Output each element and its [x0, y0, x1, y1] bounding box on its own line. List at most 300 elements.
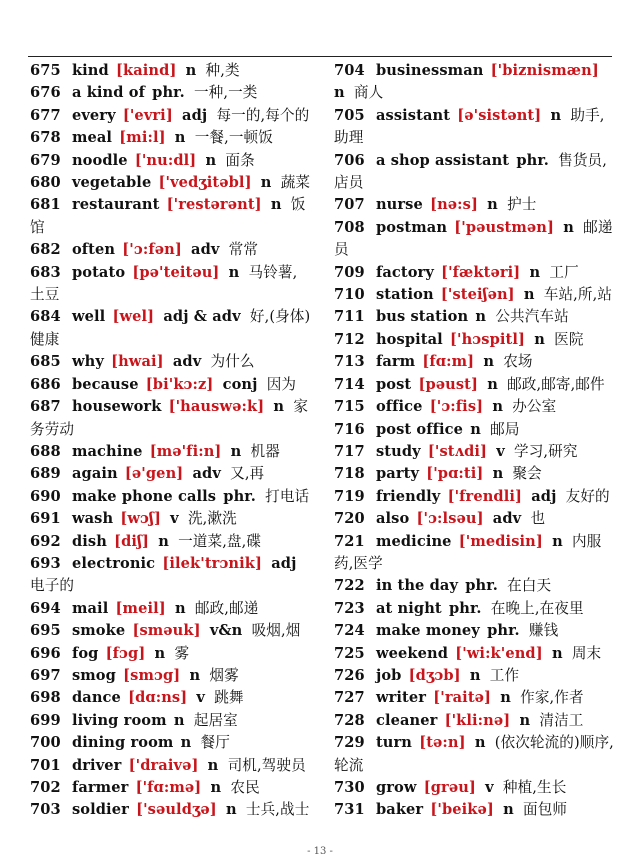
- entry-part-of-speech: n: [563, 218, 574, 236]
- entry-part-of-speech: n: [500, 689, 511, 707]
- entry-meaning: 邮局: [490, 420, 520, 438]
- entry-part-of-speech: n: [207, 756, 219, 774]
- vocab-entry: [30, 172, 312, 194]
- vocab-entry: [30, 441, 312, 463]
- entry-number: 711: [334, 308, 365, 326]
- vocab-entry: [30, 687, 312, 709]
- vocab-column-right: [334, 60, 616, 822]
- entry-phonetic: ['biznismæn]: [490, 62, 599, 79]
- entry-phonetic: ['vedʒitəbl]: [158, 174, 252, 192]
- vocab-entry: [30, 777, 312, 799]
- entry-part-of-speech: v: [496, 442, 505, 460]
- entry-part-of-speech: n: [470, 420, 481, 438]
- entry-part-of-speech: n: [210, 779, 222, 796]
- entry-phonetic: [hwai]: [111, 353, 164, 371]
- entry-part-of-speech: n: [487, 196, 498, 214]
- entry-part-of-speech: adv: [172, 353, 202, 371]
- entry-part-of-speech: conj: [222, 375, 258, 393]
- entry-phonetic: [mə'fi:n]: [149, 442, 222, 460]
- entry-number: 697: [30, 666, 61, 684]
- entry-part-of-speech: v: [485, 779, 494, 796]
- entry-phonetic: [wɔʃ]: [120, 510, 161, 528]
- vocab-entry: [30, 665, 312, 687]
- entry-part-of-speech: n: [185, 62, 197, 79]
- entry-phonetic: [tə:n]: [419, 734, 466, 752]
- entry-meaning: (依次轮流的)顺序,轮流: [334, 734, 614, 774]
- entry-phonetic: [nə:s]: [430, 196, 478, 214]
- vocab-entry: [30, 194, 312, 239]
- entry-word: friendly: [375, 487, 441, 505]
- entry-meaning: 邮政,邮递: [194, 599, 259, 617]
- vocab-entry: [334, 508, 616, 530]
- entry-number: 699: [30, 711, 61, 729]
- entry-phonetic: ['fæktəri]: [441, 263, 521, 281]
- entry-phonetic: [pəust]: [418, 375, 479, 393]
- vocab-entry: [30, 105, 312, 127]
- entry-number: 696: [30, 644, 61, 662]
- entry-number: 688: [30, 442, 61, 460]
- entry-part-of-speech: n: [523, 286, 535, 304]
- entry-meaning: 护士: [507, 196, 537, 214]
- entry-word: grow: [375, 779, 417, 796]
- entry-part-of-speech: adv: [191, 241, 220, 259]
- header-rule: [28, 56, 612, 57]
- entry-number: 712: [334, 330, 365, 348]
- vocab-entry: [334, 777, 616, 799]
- entry-meaning: 商人: [353, 84, 384, 102]
- entry-phonetic: [dɑ:ns]: [128, 689, 188, 707]
- entry-meaning: 好,(身体)健康: [30, 308, 311, 348]
- entry-word: medicine: [375, 532, 452, 550]
- entry-meaning: 助手,助理: [334, 106, 605, 147]
- entry-number: 678: [30, 129, 61, 147]
- entry-phonetic: [dʒɔb]: [408, 666, 461, 684]
- vocab-entry: [334, 441, 616, 463]
- entry-word: fog: [71, 644, 99, 662]
- vocab-entry: [334, 396, 616, 418]
- entry-number: 694: [30, 599, 61, 617]
- entry-word: postman: [375, 218, 448, 236]
- vocab-entry: [334, 374, 616, 396]
- entry-part-of-speech: n: [158, 532, 169, 550]
- entry-phonetic: [kaind]: [116, 62, 177, 79]
- entry-number: 690: [30, 487, 61, 505]
- entry-number: 707: [334, 196, 365, 214]
- entry-word: again: [71, 465, 118, 483]
- entry-phonetic: [ilek'trɔnik]: [162, 554, 263, 572]
- entry-number: 677: [30, 106, 61, 124]
- vocab-entry: [30, 150, 312, 172]
- vocab-entry: [30, 306, 312, 351]
- entry-part-of-speech: n: [551, 644, 563, 662]
- entry-phonetic: ['stʌdi]: [427, 442, 488, 460]
- entry-number: 727: [334, 689, 365, 707]
- entry-part-of-speech: adv: [492, 510, 522, 528]
- entry-phonetic: [bi'kɔ:z]: [145, 375, 214, 393]
- entry-phonetic: ['frendli]: [447, 487, 523, 505]
- entry-part-of-speech: n: [180, 734, 192, 752]
- entry-part-of-speech: n: [334, 84, 345, 102]
- entry-part-of-speech: n: [174, 129, 186, 147]
- vocab-entry: [334, 194, 616, 216]
- entry-word: make money: [375, 622, 480, 640]
- entry-phonetic: [ə'gen]: [124, 465, 184, 483]
- entry-meaning: 农场: [503, 353, 533, 371]
- vocab-entry: [30, 486, 312, 508]
- entry-part-of-speech: adj: [271, 554, 297, 572]
- entry-number: 723: [334, 599, 365, 617]
- entry-phonetic: ['restərənt]: [166, 196, 262, 214]
- entry-phonetic: ['beikə]: [430, 801, 494, 819]
- entry-meaning: 种,类: [205, 62, 240, 79]
- entry-part-of-speech: n: [469, 666, 481, 684]
- vocab-entry: [30, 553, 312, 598]
- entry-meaning: 工作: [489, 666, 520, 684]
- entry-meaning: 清洁工: [539, 711, 584, 729]
- entry-part-of-speech: v: [170, 510, 179, 528]
- entry-meaning: 跳舞: [214, 689, 244, 707]
- entry-phonetic: ['pəustmən]: [454, 218, 555, 236]
- entry-number: 687: [30, 398, 61, 416]
- entry-part-of-speech: phr.: [152, 84, 185, 102]
- entry-meaning: 一种,一类: [193, 84, 258, 102]
- entry-word: farm: [375, 353, 416, 371]
- entry-meaning: 蔬菜: [280, 174, 311, 192]
- vocab-entry: [334, 306, 616, 328]
- entry-number: 685: [30, 353, 61, 371]
- entry-part-of-speech: n: [205, 151, 217, 169]
- entry-number: 683: [30, 263, 61, 281]
- entry-phonetic: ['nu:dl]: [134, 151, 197, 169]
- entry-meaning: 作家,作者: [520, 689, 584, 707]
- vocab-entry: [334, 463, 616, 485]
- entry-meaning: 聚会: [512, 465, 542, 483]
- entry-meaning: 每一的,每个的: [216, 106, 310, 124]
- entry-meaning: 办公室: [512, 398, 557, 416]
- entry-meaning: 学习,研究: [514, 442, 578, 460]
- entry-word: dance: [71, 689, 121, 707]
- entry-phonetic: ['ɔ:fis]: [429, 398, 484, 416]
- entry-part-of-speech: v: [196, 689, 206, 707]
- entry-phonetic: [diʃ]: [114, 532, 150, 550]
- entry-part-of-speech: n: [230, 442, 242, 460]
- entry-meaning: 周末: [571, 644, 602, 662]
- entry-meaning: 为什么: [210, 353, 255, 371]
- vocab-entry: [334, 351, 616, 373]
- entry-part-of-speech: n: [529, 263, 541, 281]
- entry-meaning: 司机,驾驶员: [227, 756, 306, 774]
- page-number: - 13 -: [307, 846, 333, 857]
- vocab-entry: [334, 105, 616, 150]
- entry-phonetic: [smɔg]: [123, 666, 181, 684]
- entry-word: smog: [71, 666, 116, 684]
- entry-number: 720: [334, 510, 365, 528]
- entry-word: wash: [71, 510, 114, 528]
- entry-word: at night: [375, 599, 442, 617]
- entry-phonetic: ['ɔ:lsəu]: [416, 510, 484, 528]
- entry-word: nurse: [375, 196, 423, 214]
- entry-number: 721: [334, 532, 365, 550]
- entry-number: 710: [334, 286, 365, 304]
- entry-meaning: 又,再: [230, 465, 265, 483]
- entry-word: why: [71, 353, 104, 371]
- entry-word: station: [375, 286, 434, 304]
- vocab-entry: [334, 799, 616, 821]
- entry-part-of-speech: adj & adv: [163, 308, 241, 326]
- entry-part-of-speech: phr.: [516, 151, 549, 169]
- entry-number: 700: [30, 734, 61, 752]
- entry-part-of-speech: phr.: [487, 622, 520, 640]
- entry-part-of-speech: n: [534, 330, 545, 348]
- entry-phonetic: ['səuldʒə]: [136, 801, 217, 819]
- vocab-entry: [30, 239, 312, 261]
- entry-meaning: 因为: [266, 375, 297, 393]
- entry-word: potato: [71, 263, 126, 281]
- entry-word: kind: [71, 62, 109, 79]
- entry-number: 717: [334, 442, 365, 460]
- entry-number: 693: [30, 554, 61, 572]
- entry-number: 675: [30, 62, 61, 79]
- entry-number: 705: [334, 106, 365, 124]
- entry-meaning: 雾: [174, 644, 190, 662]
- entry-meaning: 邮递员: [334, 218, 613, 259]
- vocab-entry: [30, 732, 312, 754]
- vocab-entry: [334, 665, 616, 687]
- entry-phonetic: ['steiʃən]: [440, 286, 515, 304]
- entry-number: 692: [30, 532, 61, 550]
- entry-part-of-speech: n: [154, 644, 166, 662]
- vocab-entry: [334, 60, 616, 105]
- entry-number: 679: [30, 151, 61, 169]
- entry-part-of-speech: n: [189, 666, 201, 684]
- entry-part-of-speech: n: [270, 196, 282, 214]
- entry-part-of-speech: n: [492, 398, 504, 416]
- entry-word: a shop assistant: [375, 151, 510, 169]
- vocab-entry: [30, 620, 312, 642]
- entry-number: 728: [334, 711, 365, 729]
- entry-number: 689: [30, 465, 61, 483]
- vocab-entry: [30, 60, 312, 82]
- entry-meaning: 售货员,店员: [334, 151, 607, 192]
- entry-meaning: 赚钱: [528, 622, 559, 640]
- vocab-entry: [334, 710, 616, 732]
- vocab-entry: [30, 531, 312, 553]
- entry-number: 729: [334, 734, 365, 752]
- entry-meaning: 车站,所,站: [543, 286, 613, 304]
- entry-word: factory: [375, 263, 434, 281]
- entry-part-of-speech: adj: [182, 106, 208, 124]
- entry-part-of-speech: adj: [531, 487, 557, 505]
- entry-word: well: [71, 308, 106, 326]
- vocab-entry: [334, 262, 616, 284]
- entry-phonetic: [grəu]: [423, 779, 476, 796]
- entry-number: 714: [334, 375, 365, 393]
- entry-word: cleaner: [375, 711, 438, 729]
- entry-phonetic: [fɑ:m]: [422, 353, 475, 371]
- entry-part-of-speech: n: [174, 599, 186, 617]
- entry-meaning: 一道菜,盘,碟: [178, 532, 262, 550]
- entry-word: mail: [71, 599, 109, 617]
- entry-number: 703: [30, 801, 61, 819]
- entry-part-of-speech: n: [474, 734, 486, 752]
- entry-meaning: 起居室: [193, 711, 238, 729]
- entry-word: meal: [71, 129, 113, 147]
- vocab-entry: [30, 463, 312, 485]
- entry-word: post office: [375, 420, 464, 438]
- entry-word: every: [71, 106, 116, 124]
- vocab-entry: [334, 419, 616, 441]
- entry-number: 708: [334, 218, 365, 236]
- entry-word: also: [375, 510, 410, 528]
- vocab-entry: [334, 284, 616, 306]
- vocab-entry: [30, 396, 312, 441]
- entry-meaning: 农民: [230, 779, 260, 796]
- entry-part-of-speech: n: [475, 308, 487, 326]
- entry-number: 701: [30, 756, 61, 774]
- entry-number: 686: [30, 375, 61, 393]
- vocab-entry: [334, 598, 616, 620]
- vocab-entry: [334, 486, 616, 508]
- entry-phonetic: ['hauswə:k]: [168, 398, 265, 416]
- entry-number: 730: [334, 779, 365, 796]
- entry-word: post: [375, 375, 412, 393]
- entry-part-of-speech: n: [487, 375, 498, 393]
- entry-meaning: 种植,生长: [502, 779, 567, 796]
- entry-meaning: 常常: [228, 241, 259, 259]
- entry-word: job: [375, 666, 402, 684]
- entry-word: vegetable: [71, 174, 152, 192]
- entry-phonetic: [pə'teitəu]: [132, 263, 220, 281]
- entry-meaning: 面包师: [523, 801, 568, 819]
- entry-part-of-speech: n: [173, 711, 185, 729]
- entry-word: writer: [375, 689, 427, 707]
- entry-number: 718: [334, 465, 365, 483]
- entry-part-of-speech: n: [228, 263, 240, 281]
- entry-meaning: 洗,漱洗: [187, 510, 237, 528]
- entry-word: farmer: [71, 779, 129, 796]
- entry-phonetic: ['pɑ:ti]: [426, 465, 484, 483]
- entry-meaning: 内服药,医学: [334, 532, 602, 572]
- entry-number: 722: [334, 577, 365, 595]
- vocab-entry: [334, 643, 616, 665]
- entry-meaning: 烟雾: [209, 666, 239, 684]
- entry-number: 719: [334, 487, 365, 505]
- entry-part-of-speech: n: [273, 398, 285, 416]
- entry-word: assistant: [375, 106, 451, 124]
- entry-number: 716: [334, 420, 365, 438]
- entry-meaning: 友好的: [565, 487, 610, 505]
- entry-part-of-speech: n: [225, 801, 237, 819]
- vocab-entry: [334, 217, 616, 262]
- entry-word: living room: [71, 711, 167, 729]
- entry-meaning: 士兵,战士: [245, 801, 310, 819]
- entry-number: 709: [334, 263, 365, 281]
- entry-phonetic: ['raitə]: [433, 689, 492, 707]
- entry-meaning: 马铃薯,土豆: [30, 263, 298, 304]
- entry-word: study: [375, 442, 421, 460]
- entry-number: 725: [334, 644, 365, 662]
- entry-meaning: 餐厅: [200, 734, 230, 752]
- entry-phonetic: ['kli:nə]: [444, 711, 511, 729]
- entry-word: weekend: [375, 644, 448, 662]
- entry-meaning: 机器: [250, 442, 280, 460]
- entry-phonetic: ['hɔspitl]: [450, 330, 526, 348]
- vocab-entry: [30, 643, 312, 665]
- vocab-entry: [334, 620, 616, 642]
- entry-meaning: 家务劳动: [30, 398, 309, 438]
- entry-word: housework: [71, 398, 162, 416]
- entry-meaning: 公共汽车站: [495, 308, 569, 326]
- entry-phonetic: [mi:l]: [119, 129, 166, 147]
- entry-number: 702: [30, 779, 61, 796]
- entry-part-of-speech: n: [550, 106, 562, 124]
- entry-word: restaurant: [71, 196, 160, 214]
- entry-word: machine: [71, 442, 143, 460]
- entry-word: businessman: [375, 62, 484, 79]
- vocab-entry: [30, 508, 312, 530]
- entry-part-of-speech: v&n: [209, 622, 243, 640]
- entry-phonetic: [fɔg]: [105, 644, 146, 662]
- entry-word: smoke: [71, 622, 126, 640]
- vocab-entry: [30, 598, 312, 620]
- entry-number: 682: [30, 241, 61, 259]
- entry-word: dining room: [71, 734, 174, 752]
- entry-part-of-speech: adv: [192, 465, 221, 483]
- entry-phonetic: [ə'sistənt]: [457, 106, 542, 124]
- entry-number: 731: [334, 801, 365, 819]
- entry-meaning: 面条: [225, 151, 255, 169]
- vocab-column-left: [30, 60, 312, 822]
- entry-meaning: 在白天: [507, 577, 552, 595]
- vocab-entry: [30, 127, 312, 149]
- entry-part-of-speech: n: [260, 174, 272, 192]
- entry-number: 724: [334, 622, 365, 640]
- entry-meaning: 在晚上,在夜里: [490, 599, 584, 617]
- vocab-entry: [334, 150, 616, 195]
- entry-word: hospital: [375, 330, 443, 348]
- vocab-entry: [30, 710, 312, 732]
- vocab-entry: [30, 262, 312, 307]
- entry-number: 704: [334, 62, 365, 79]
- entry-phonetic: ['ɔ:fən]: [122, 241, 182, 259]
- entry-part-of-speech: phr.: [223, 487, 256, 505]
- entry-meaning: 饭馆: [30, 196, 306, 236]
- vocab-entry: [30, 82, 312, 104]
- vocab-entry: [334, 687, 616, 709]
- entry-phonetic: ['wi:k'end]: [455, 644, 543, 662]
- entry-number: 698: [30, 689, 61, 707]
- entry-part-of-speech: n: [492, 465, 504, 483]
- entry-word: party: [375, 465, 420, 483]
- entry-word: dish: [71, 532, 107, 550]
- entry-meaning: 也: [530, 510, 546, 528]
- vocab-entry: [334, 531, 616, 576]
- entry-phonetic: ['draivə]: [128, 756, 199, 774]
- entry-phonetic: ['evri]: [122, 106, 173, 124]
- entry-meaning: 工厂: [549, 263, 579, 281]
- entry-part-of-speech: phr.: [448, 599, 482, 617]
- entry-number: 681: [30, 196, 61, 214]
- entry-number: 695: [30, 622, 61, 640]
- vocab-entry: [30, 755, 312, 777]
- entry-phonetic: [meil]: [115, 599, 166, 617]
- vocab-entry: [334, 329, 616, 351]
- entry-word: electronic: [71, 554, 156, 572]
- entry-number: 706: [334, 151, 365, 169]
- entry-word: soldier: [71, 801, 129, 819]
- entry-word: often: [71, 241, 116, 259]
- vocab-entry: [334, 575, 616, 597]
